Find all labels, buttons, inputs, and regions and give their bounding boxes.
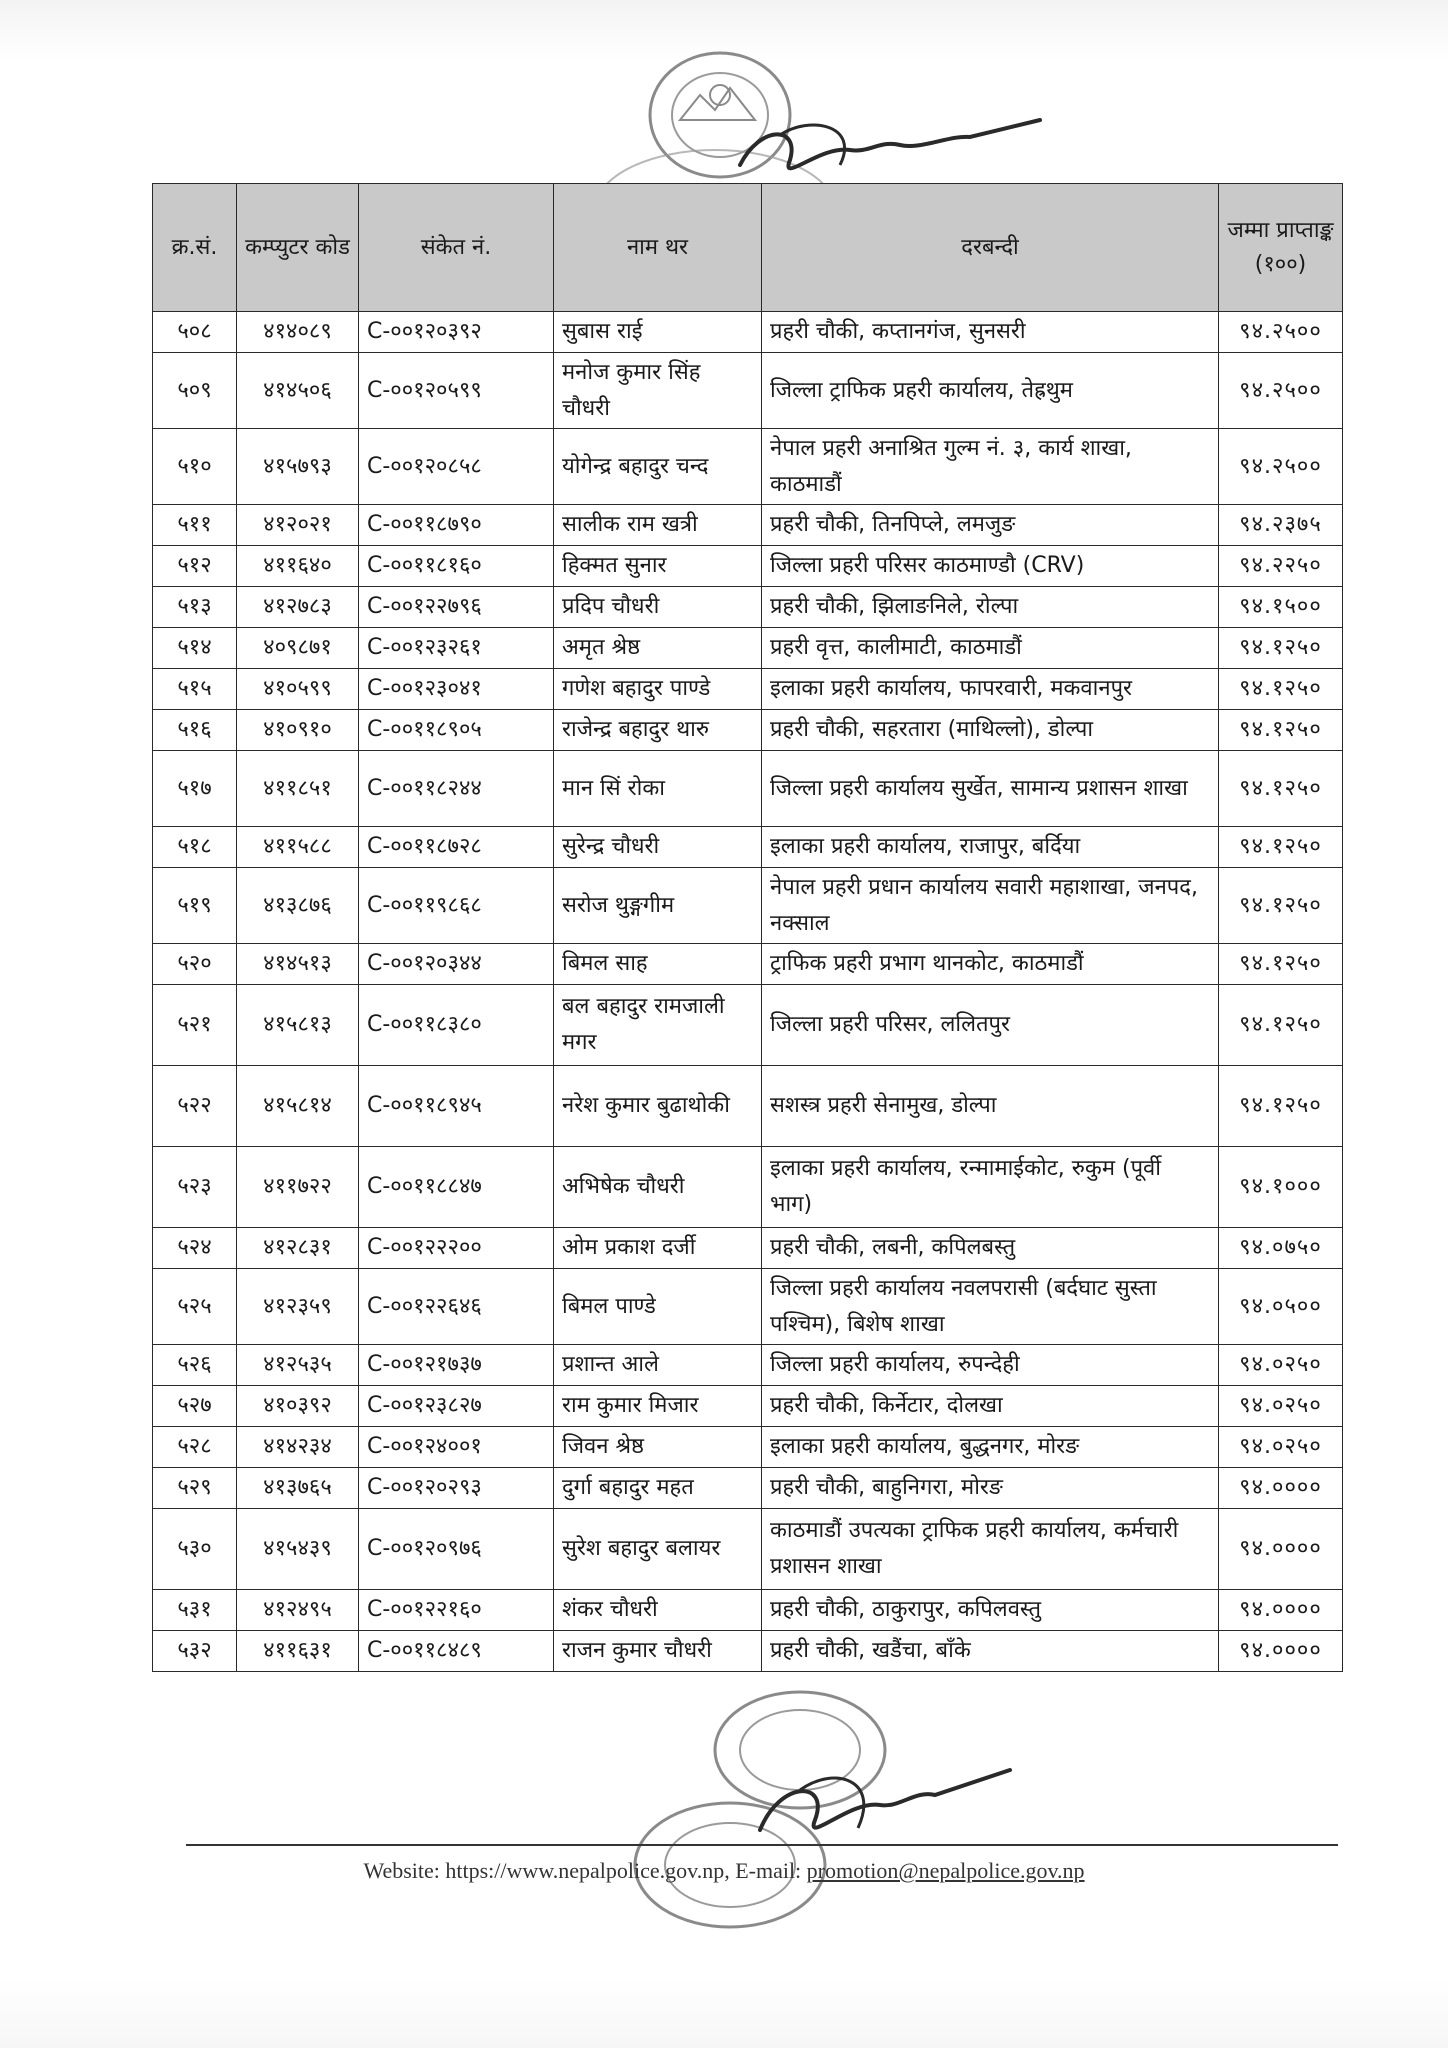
cell-name: अभिषेक चौधरी [554, 1147, 762, 1228]
cell-symbol: C-००११९८६८ [359, 868, 554, 944]
cell-sn: ५२३ [153, 1147, 237, 1228]
cell-symbol: C-००१२२१६० [359, 1590, 554, 1631]
cell-symbol: C-००११८७२८ [359, 827, 554, 868]
cell-score: ९४.१२५० [1219, 1066, 1343, 1147]
cell-score: ९४.१२५० [1219, 985, 1343, 1066]
footer [0, 1858, 1448, 1884]
cell-post: प्रहरी चौकी, झिलाङनिले, रोल्पा [762, 587, 1219, 628]
cell-sn: ५०९ [153, 353, 237, 429]
cell-sn: ५१३ [153, 587, 237, 628]
table-row [153, 1590, 1343, 1631]
cell-post: सशस्त्र प्रहरी सेनामुख, डोल्पा [762, 1066, 1219, 1147]
cell-symbol: C-००१२४००१ [359, 1427, 554, 1468]
cell-score: ९४.२५०० [1219, 353, 1343, 429]
footer-website: Website: https://www.nepalpolice.gov.np, E-mail: [363, 1858, 807, 1883]
cell-sn: ५२४ [153, 1228, 237, 1269]
cell-symbol: C-००१२२६४६ [359, 1269, 554, 1345]
table-row [153, 312, 1343, 353]
header-name: नाम थर [554, 184, 762, 312]
header-post: दरबन्दी [762, 184, 1219, 312]
cell-post: प्रहरी चौकी, कप्तानगंज, सुनसरी [762, 312, 1219, 353]
cell-symbol: C-००१२०५९९ [359, 353, 554, 429]
cell-post: नेपाल प्रहरी अनाश्रित गुल्म नं. ३, कार्य शाखा, काठमाडौं [762, 429, 1219, 505]
table-row [153, 1269, 1343, 1345]
cell-name: अमृत श्रेष्ठ [554, 628, 762, 669]
table-row [153, 1066, 1343, 1147]
cell-code: ४१०३९२ [237, 1386, 359, 1427]
cell-symbol: C-००१२३८२७ [359, 1386, 554, 1427]
cell-name: गणेश बहादुर पाण्डे [554, 669, 762, 710]
cell-sn: ५१८ [153, 827, 237, 868]
cell-score: ९४.१२५० [1219, 628, 1343, 669]
table-row [153, 710, 1343, 751]
cell-score: ९४.०००० [1219, 1590, 1343, 1631]
table-row [153, 353, 1343, 429]
cell-sn: ५१५ [153, 669, 237, 710]
cell-name: बल बहादुर रामजाली मगर [554, 985, 762, 1066]
cell-name: सुबास राई [554, 312, 762, 353]
cell-sn: ५१० [153, 429, 237, 505]
cell-name: मान सिं रोका [554, 751, 762, 827]
cell-sn: ५२१ [153, 985, 237, 1066]
cell-post: प्रहरी वृत्त, कालीमाटी, काठमाडौं [762, 628, 1219, 669]
table-header-row [153, 184, 1343, 312]
cell-post: इलाका प्रहरी कार्यालय, बुद्धनगर, मोरङ [762, 1427, 1219, 1468]
cell-name: नरेश कुमार बुढाथोकी [554, 1066, 762, 1147]
cell-sn: ५२९ [153, 1468, 237, 1509]
cell-score: ९४.१५०० [1219, 587, 1343, 628]
table-row [153, 1427, 1343, 1468]
cell-sn: ५३२ [153, 1631, 237, 1672]
cell-symbol: C-००१२०२९३ [359, 1468, 554, 1509]
header-code: कम्प्युटर कोड [237, 184, 359, 312]
cell-score: ९४.२२५० [1219, 546, 1343, 587]
cell-sn: ५३० [153, 1509, 237, 1590]
cell-code: ४१३८७६ [237, 868, 359, 944]
cell-symbol: C-००११८८४७ [359, 1147, 554, 1228]
cell-sn: ५२५ [153, 1269, 237, 1345]
cell-name: सुरेश बहादुर बलायर [554, 1509, 762, 1590]
cell-code: ४१४५०६ [237, 353, 359, 429]
table-row [153, 587, 1343, 628]
cell-code: ४११६४० [237, 546, 359, 587]
cell-name: बिमल साह [554, 944, 762, 985]
cell-symbol: C-००११८१६० [359, 546, 554, 587]
table-row [153, 1345, 1343, 1386]
cell-name: सालीक राम खत्री [554, 505, 762, 546]
table-row [153, 505, 1343, 546]
cell-score: ९४.२५०० [1219, 429, 1343, 505]
cell-name: योगेन्द्र बहादुर चन्द [554, 429, 762, 505]
cell-code: ४१४०८९ [237, 312, 359, 353]
cell-score: ९४.०००० [1219, 1509, 1343, 1590]
table-row [153, 546, 1343, 587]
cell-code: ४१५७९३ [237, 429, 359, 505]
cell-score: ९४.०२५० [1219, 1427, 1343, 1468]
table-row [153, 429, 1343, 505]
cell-sn: ५१२ [153, 546, 237, 587]
cell-sn: ५२० [153, 944, 237, 985]
table-row [153, 628, 1343, 669]
cell-post: इलाका प्रहरी कार्यालय, राजापुर, बर्दिया [762, 827, 1219, 868]
table-row [153, 1386, 1343, 1427]
cell-symbol: C-००११८४८९ [359, 1631, 554, 1672]
cell-post: जिल्ला प्रहरी परिसर, ललितपुर [762, 985, 1219, 1066]
table-row [153, 827, 1343, 868]
cell-sn: ५११ [153, 505, 237, 546]
cell-code: ४१२५३५ [237, 1345, 359, 1386]
cell-score: ९४.०००० [1219, 1468, 1343, 1509]
cell-score: ९४.१२५० [1219, 710, 1343, 751]
cell-sn: ५१९ [153, 868, 237, 944]
cell-symbol: C-००१२०३४४ [359, 944, 554, 985]
cell-name: मनोज कुमार सिंह चौधरी [554, 353, 762, 429]
cell-code: ४१५८१३ [237, 985, 359, 1066]
cell-code: ४१३७६५ [237, 1468, 359, 1509]
cell-post: प्रहरी चौकी, खडैंचा, बाँके [762, 1631, 1219, 1672]
cell-score: ९४.१२५० [1219, 944, 1343, 985]
cell-score: ९४.०००० [1219, 1631, 1343, 1672]
cell-name: प्रदिप चौधरी [554, 587, 762, 628]
cell-sn: ५०८ [153, 312, 237, 353]
cell-post: प्रहरी चौकी, किर्नेटार, दोलखा [762, 1386, 1219, 1427]
footer-email-link[interactable]: promotion@nepalpolice.gov.np [806, 1858, 1085, 1883]
cell-score: ९४.०२५० [1219, 1345, 1343, 1386]
cell-post: ट्राफिक प्रहरी प्रभाग थानकोट, काठमाडौं [762, 944, 1219, 985]
cell-name: राम कुमार मिजार [554, 1386, 762, 1427]
cell-score: ९४.०२५० [1219, 1386, 1343, 1427]
cell-score: ९४.०७५० [1219, 1228, 1343, 1269]
cell-score: ९४.२३७५ [1219, 505, 1343, 546]
table-row [153, 985, 1343, 1066]
cell-symbol: C-००१२०९७६ [359, 1509, 554, 1590]
cell-post: जिल्ला प्रहरी परिसर काठमाण्डौ (CRV) [762, 546, 1219, 587]
cell-code: ४१२८३१ [237, 1228, 359, 1269]
cell-symbol: C-००१२३२६१ [359, 628, 554, 669]
cell-name: बिमल पाण्डे [554, 1269, 762, 1345]
table-row [153, 1228, 1343, 1269]
cell-name: दुर्गा बहादुर महत [554, 1468, 762, 1509]
cell-symbol: C-००११८९०५ [359, 710, 554, 751]
cell-score: ९४.०५०० [1219, 1269, 1343, 1345]
cell-code: ४१०५९९ [237, 669, 359, 710]
cell-post: जिल्ला ट्राफिक प्रहरी कार्यालय, तेह्रथुम [762, 353, 1219, 429]
cell-name: ओम प्रकाश दर्जी [554, 1228, 762, 1269]
cell-code: ४११६३१ [237, 1631, 359, 1672]
cell-score: ९४.१२५० [1219, 669, 1343, 710]
table-row [153, 751, 1343, 827]
cell-post: नेपाल प्रहरी प्रधान कार्यालय सवारी महाशाखा, जनपद, नक्साल [762, 868, 1219, 944]
cell-code: ४१४२३४ [237, 1427, 359, 1468]
cell-sn: ५२७ [153, 1386, 237, 1427]
table-row [153, 868, 1343, 944]
cell-sn: ५२६ [153, 1345, 237, 1386]
cell-sn: ५१६ [153, 710, 237, 751]
cell-code: ४११७२२ [237, 1147, 359, 1228]
table-row [153, 669, 1343, 710]
cell-symbol: C-००१२३०४१ [359, 669, 554, 710]
cell-post: काठमाडौं उपत्यका ट्राफिक प्रहरी कार्यालय, कर्मचारी प्रशासन शाखा [762, 1509, 1219, 1590]
cell-code: ४१४५१३ [237, 944, 359, 985]
cell-post: जिल्ला प्रहरी कार्यालय सुर्खेत, सामान्य प्रशासन शाखा [762, 751, 1219, 827]
footer-divider [186, 1844, 1338, 1846]
cell-symbol: C-००११८७९० [359, 505, 554, 546]
cell-post: प्रहरी चौकी, ठाकुरापुर, कपिलवस्तु [762, 1590, 1219, 1631]
cell-code: ४१२४९५ [237, 1590, 359, 1631]
cell-score: ९४.२५०० [1219, 312, 1343, 353]
cell-sn: ५१४ [153, 628, 237, 669]
cell-symbol: C-००१२२७९६ [359, 587, 554, 628]
cell-score: ९४.१२५० [1219, 751, 1343, 827]
cell-symbol: C-००१२१७३७ [359, 1345, 554, 1386]
cell-code: ४१५४३९ [237, 1509, 359, 1590]
cell-name: प्रशान्त आले [554, 1345, 762, 1386]
cell-name: जिवन श्रेष्ठ [554, 1427, 762, 1468]
cell-name: राजन कुमार चौधरी [554, 1631, 762, 1672]
table-row [153, 1631, 1343, 1672]
cell-post: प्रहरी चौकी, लबनी, कपिलबस्तु [762, 1228, 1219, 1269]
cell-symbol: C-००१२०८५८ [359, 429, 554, 505]
cell-code: ४१०९१० [237, 710, 359, 751]
cell-score: ९४.१२५० [1219, 868, 1343, 944]
cell-symbol: C-००१२२२०० [359, 1228, 554, 1269]
results-table [152, 183, 1343, 1672]
cell-name: सरोज थुङ्गगीम [554, 868, 762, 944]
cell-symbol: C-००१२०३९२ [359, 312, 554, 353]
cell-symbol: C-००११८९४५ [359, 1066, 554, 1147]
cell-post: जिल्ला प्रहरी कार्यालय नवलपरासी (बर्दघाट सुस्ता पश्चिम), बिशेष शाखा [762, 1269, 1219, 1345]
cell-code: ४०९८७१ [237, 628, 359, 669]
cell-post: इलाका प्रहरी कार्यालय, रन्मामाईकोट, रुकुम (पूर्वी भाग) [762, 1147, 1219, 1228]
cell-symbol: C-००११८३८० [359, 985, 554, 1066]
header-symbol: संकेत नं. [359, 184, 554, 312]
cell-code: ४१२७८३ [237, 587, 359, 628]
cell-name: सुरेन्द्र चौधरी [554, 827, 762, 868]
cell-name: शंकर चौधरी [554, 1590, 762, 1631]
cell-post: जिल्ला प्रहरी कार्यालय, रुपन्देही [762, 1345, 1219, 1386]
cell-code: ४१५८१४ [237, 1066, 359, 1147]
cell-post: प्रहरी चौकी, सहरतारा (माथिल्लो), डोल्पा [762, 710, 1219, 751]
table-body [153, 312, 1343, 1672]
cell-sn: ५२२ [153, 1066, 237, 1147]
cell-sn: ५१७ [153, 751, 237, 827]
cell-post: प्रहरी चौकी, तिनपिप्ले, लमजुङ [762, 505, 1219, 546]
header-sn: क्र.सं. [153, 184, 237, 312]
table-row [153, 1147, 1343, 1228]
cell-code: ४११५८८ [237, 827, 359, 868]
signature-top [720, 105, 1060, 195]
cell-score: ९४.१२५० [1219, 827, 1343, 868]
table-row [153, 1468, 1343, 1509]
cell-score: ९४.१००० [1219, 1147, 1343, 1228]
cell-code: ४१२३५९ [237, 1269, 359, 1345]
header-score: जम्मा प्राप्ताङ्क (१००) [1219, 184, 1343, 312]
cell-code: ४११८५१ [237, 751, 359, 827]
cell-post: इलाका प्रहरी कार्यालय, फापरवारी, मकवानपुर [762, 669, 1219, 710]
cell-sn: ५३१ [153, 1590, 237, 1631]
cell-name: हिक्मत सुनार [554, 546, 762, 587]
cell-code: ४१२०२१ [237, 505, 359, 546]
cell-symbol: C-००११८२४४ [359, 751, 554, 827]
table-row [153, 1509, 1343, 1590]
cell-post: प्रहरी चौकी, बाहुनिगरा, मोरङ [762, 1468, 1219, 1509]
table-row [153, 944, 1343, 985]
cell-name: राजेन्द्र बहादुर थारु [554, 710, 762, 751]
cell-sn: ५२८ [153, 1427, 237, 1468]
